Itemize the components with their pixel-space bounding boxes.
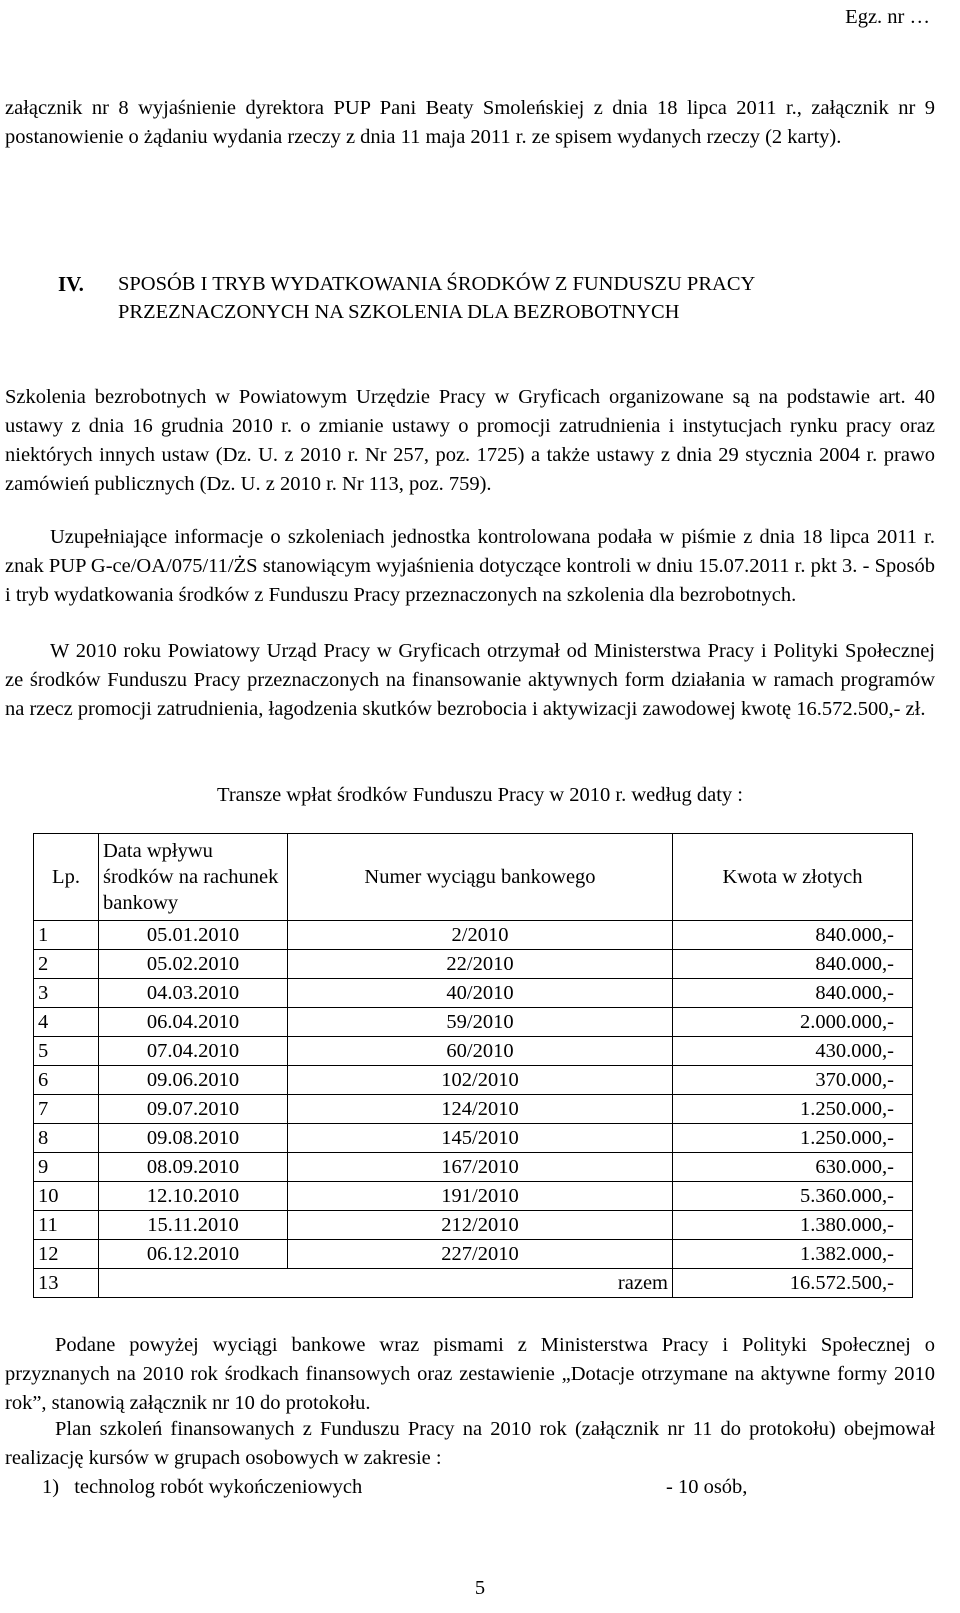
cell-statement-number: 145/2010 — [288, 1124, 673, 1153]
table-row — [34, 979, 913, 1008]
cell-statement-number: 227/2010 — [288, 1240, 673, 1269]
cell-lp: 6 — [34, 1066, 99, 1095]
table-row — [34, 1037, 913, 1066]
cell-date: 09.08.2010 — [99, 1124, 288, 1153]
paragraph-supplementary-info: Uzupełniające informacje o szkoleniach jednostka kontrolowana podała w piśmie z dnia 18 lipca 2011 r. znak PUP G-ce/OA/075/11/ŻS stanowiącym wyjaśnienia dotyczące kontroli w dniu 15.07.2011 r. pkt 3. - Sposób i tryb wydatkowania środków z Funduszu Pracy przeznaczonych na szkolenia dla bezrobotnych. — [5, 526, 935, 606]
cell-amount: 840.000,- — [673, 921, 913, 950]
cell-lp: 5 — [34, 1037, 99, 1066]
attachments-paragraph: załącznik nr 8 wyjaśnienie dyrektora PUP Pani Beaty Smoleńskiej z dnia 18 lipca 2011 r., załącznik nr 9 postanowienie o żądaniu wydania rzeczy z dnia 11 maja 2011 r. ze spisem wydanych rzeczy (2 karty). — [5, 97, 935, 148]
header-lp: Lp. — [34, 834, 99, 921]
cell-lp: 2 — [34, 950, 99, 979]
cell-amount: 840.000,- — [673, 979, 913, 1008]
cell-date: 08.09.2010 — [99, 1153, 288, 1182]
cell-date: 09.06.2010 — [99, 1066, 288, 1095]
cell-statement-number: 59/2010 — [288, 1008, 673, 1037]
table-caption: Transze wpłat środków Funduszu Pracy w 2010 r. według daty : — [217, 784, 743, 806]
cell-lp: 8 — [34, 1124, 99, 1153]
cell-amount: 840.000,- — [673, 950, 913, 979]
cell-lp: 12 — [34, 1240, 99, 1269]
cell-lp: 4 — [34, 1008, 99, 1037]
cell-amount: 630.000,- — [673, 1153, 913, 1182]
cell-date: 05.02.2010 — [99, 950, 288, 979]
section-title: SPOSÓB I TRYB WYDATKOWANIA ŚRODKÓW Z FUNDUSZU PRACY PRZEZNACZONYCH NA SZKOLENIA DLA BEZROBOTNYCH — [118, 273, 755, 323]
cell-statement-number: 40/2010 — [288, 979, 673, 1008]
table-row — [34, 1211, 913, 1240]
cell-statement-number: 22/2010 — [288, 950, 673, 979]
list-item — [42, 1473, 362, 1502]
cell-amount: 5.360.000,- — [673, 1182, 913, 1211]
table-row — [34, 1182, 913, 1211]
paragraph-attachment-10: Podane powyżej wyciągi bankowe wraz pismami z Ministerstwa Pracy i Polityki Społecznej o przyznanych na 2010 rok środkach finansowych oraz zestawienie „Dotacje otrzymane na aktywne formy 2010 rok”, stanowią załącznik nr 10 do protokołu. — [5, 1334, 935, 1414]
header-amount: Kwota w złotych — [673, 834, 913, 921]
cell-lp: 7 — [34, 1095, 99, 1124]
header-date: Data wpływu środków na rachunek bankowy — [99, 834, 288, 921]
cell-amount: 1.250.000,- — [673, 1124, 913, 1153]
cell-lp: 3 — [34, 979, 99, 1008]
section-number: IV. — [58, 272, 84, 296]
cell-lp: 1 — [34, 921, 99, 950]
cell-statement-number: 191/2010 — [288, 1182, 673, 1211]
cell-date: 12.10.2010 — [99, 1182, 288, 1211]
table-row — [34, 1240, 913, 1269]
table-row — [34, 921, 913, 950]
cell-lp: 9 — [34, 1153, 99, 1182]
cell-statement-number: 124/2010 — [288, 1095, 673, 1124]
total-amount: 16.572.500,- — [673, 1269, 913, 1298]
cell-statement-number: 2/2010 — [288, 921, 673, 950]
table-row — [34, 1124, 913, 1153]
header-statement-number: Numer wyciągu bankowego — [288, 834, 673, 921]
list-marker: 1) — [42, 1476, 60, 1498]
table-row — [34, 1095, 913, 1124]
cell-amount: 1.380.000,- — [673, 1211, 913, 1240]
cell-date: 07.04.2010 — [99, 1037, 288, 1066]
total-lp: 13 — [34, 1269, 99, 1298]
cell-date: 04.03.2010 — [99, 979, 288, 1008]
table-total-row — [34, 1269, 913, 1298]
cell-amount: 1.250.000,- — [673, 1095, 913, 1124]
table-row — [34, 1066, 913, 1095]
list-item-text: technolog robót wykończeniowych — [74, 1476, 363, 1498]
cell-statement-number: 102/2010 — [288, 1066, 673, 1095]
paragraph-funding: W 2010 roku Powiatowy Urząd Pracy w Gryficach otrzymał od Ministerstwa Pracy i Polityki Społecznej ze środków Funduszu Pracy przeznaczonych na finansowanie aktywnych form działania w ramach programów na rzecz promocji zatrudnienia, łagodzenia skutków bezrobocia i aktywizacji zawodowej kwotę 16.572.500,- zł. — [5, 640, 935, 720]
list-item-count: - 10 osób, — [666, 1476, 748, 1498]
cell-date: 06.12.2010 — [99, 1240, 288, 1269]
cell-lp: 11 — [34, 1211, 99, 1240]
table-row — [34, 1153, 913, 1182]
cell-amount: 370.000,- — [673, 1066, 913, 1095]
cell-date: 06.04.2010 — [99, 1008, 288, 1037]
cell-date: 15.11.2010 — [99, 1211, 288, 1240]
cell-lp: 10 — [34, 1182, 99, 1211]
table-row — [34, 1008, 913, 1037]
cell-date: 05.01.2010 — [99, 921, 288, 950]
page-number: 5 — [474, 1577, 486, 1599]
cell-date: 09.07.2010 — [99, 1095, 288, 1124]
cell-amount: 1.382.000,- — [673, 1240, 913, 1269]
paragraph-training-plan: Plan szkoleń finansowanych z Funduszu Pracy na 2010 rok (załącznik nr 11 do protokołu) obejmował realizację kursów w grupach osobowych w zakresie : — [5, 1418, 935, 1469]
cell-statement-number: 167/2010 — [288, 1153, 673, 1182]
table-row — [34, 950, 913, 979]
copy-number: Egz. nr … — [845, 6, 930, 28]
cell-amount: 430.000,- — [673, 1037, 913, 1066]
cell-statement-number: 212/2010 — [288, 1211, 673, 1240]
paragraph-legal-basis: Szkolenia bezrobotnych w Powiatowym Urzędzie Pracy w Gryficach organizowane są na podstawie art. 40 ustawy z dnia 16 grudnia 2010 r. o zmianie ustawy o promocji zatrudnienia i instytucjach rynku pracy oraz niektórych innych ustaw (Dz. U. z 2010 r. Nr 257, poz. 1725) a także ustawy z dnia 29 stycznia 2004 r. prawo zamówień publicznych (Dz. U. z 2010 r. Nr 113, poz. 759). — [5, 386, 935, 495]
cell-statement-number: 60/2010 — [288, 1037, 673, 1066]
table-header-row — [34, 834, 913, 921]
total-label: razem — [99, 1269, 673, 1298]
payments-table — [33, 833, 913, 1298]
cell-amount: 2.000.000,- — [673, 1008, 913, 1037]
